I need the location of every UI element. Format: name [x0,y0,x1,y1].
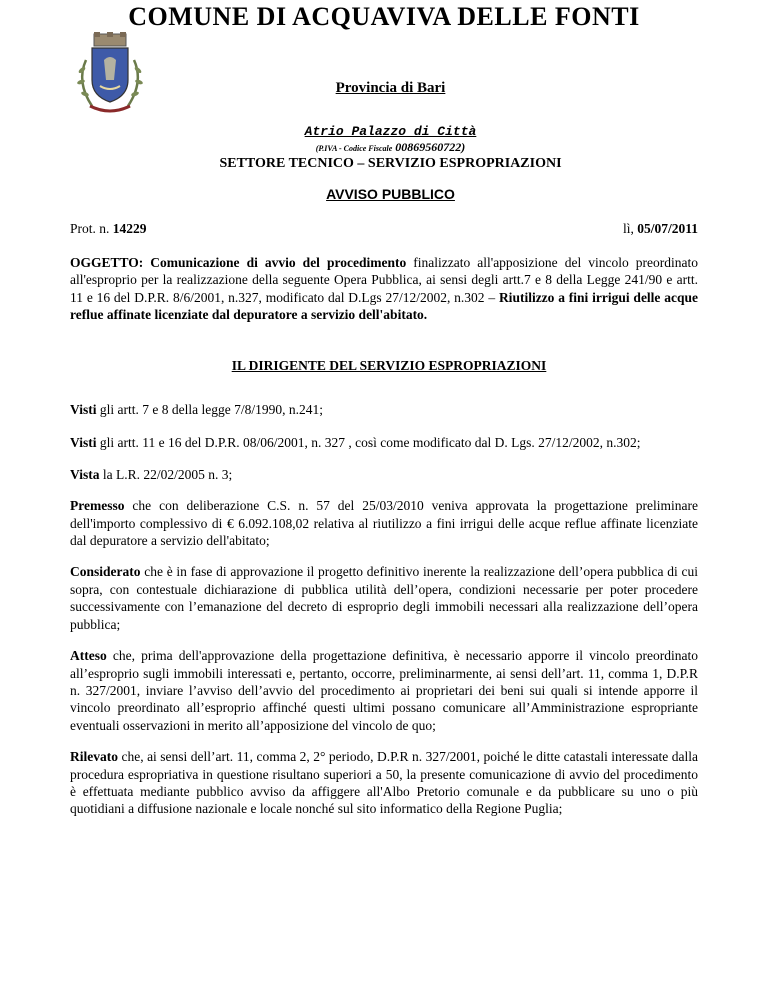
vat-number: 00869560722) [395,140,466,154]
paragraph-rilevato [70,748,698,818]
protocol-number: 14229 [112,221,147,236]
notice-title: AVVISO PUBBLICO [326,186,455,202]
municipality-title: COMUNE DI ACQUAVIVA DELLE FONTI [128,2,640,31]
date-label: lì, [622,221,634,236]
paragraph-visti-1 [70,401,698,418]
paragraph-atteso [70,647,698,734]
paragraph-visti-2 [70,434,698,451]
paragraph-lead: Vista [70,466,100,482]
paragraph-lead: Atteso [70,648,107,664]
paragraph-considerato [70,563,698,633]
office-address: Atrio Palazzo di Città [304,124,477,139]
paragraph-text: che con deliberazione C.S. n. 57 del 25/03/2010 veniva approvata la progettazione preliminare dell'importo complessivo di € 6.092.108,02 relativa al riutilizzo a fini irrigui delle acque reflue affinate licenziate dal depuratore a servizio dell'abitato; [70,498,698,549]
paragraph-lead: Rilevato [70,749,118,765]
subject-text: finalizzato all'apposizione del vincolo preordinato all'esproprio per la realizzazione della seguente Opera Pubblica, ai sensi degli artt.7 e 8 della Legge 241/90 e artt. 11 e 16 del D.P.R. 8/6/2001, n.327, modificato dal D.Lgs 27/12/2002, n.302 – [70,255,698,305]
document-body [70,254,698,818]
paragraph-text: la L.R. 22/02/2005 n. 3; [99,466,233,482]
province-heading: Provincia di Bari [335,80,446,96]
paragraph-lead: Premesso [70,498,125,514]
paragraph-text: che, ai sensi dell’art. 11, comma 2, 2° periodo, D.P.R n. 327/2001, poiché le ditte catastali interessate dalla procedura espropriativa in questione risultano superiori a 50, la presente comunicazione di avvio del procedimento è effettuata mediante pubblico avviso da affiggere all'Albo Pretorio comunale e da pubblicare su uno o più quotidiani a diffusione nazionale e locale nonché sul sito informatico della Regione Puglia; [70,749,698,817]
date-value: 05/07/2011 [637,221,698,236]
subject-project: Riutilizzo a fini irrigui delle acque reflue affinate licenziate dal depuratore a servizio dell'abitato. [70,289,698,323]
municipal-crest-icon [70,30,150,118]
protocol-label: Prot. n. [70,221,110,236]
department-heading: SETTORE TECNICO – SERVIZIO ESPROPRIAZIONI [219,156,562,171]
subject-paragraph [70,254,698,324]
paragraph-text: gli artt. 7 e 8 della legge 7/8/1990, n.241; [96,402,323,418]
paragraph-text: gli artt. 11 e 16 del D.P.R. 08/06/2001, n. 327 , così come modificato dal D. Lgs. 27/12/2002, n.302; [96,435,641,451]
vat-label: (P.IVA - Codice Fiscale [315,144,393,153]
paragraph-lead: Visti [70,435,97,451]
director-heading: IL DIRIGENTE DEL SERVIZIO ESPROPRIAZIONI [231,357,547,373]
protocol-line [70,221,698,237]
paragraph-text: che, prima dell'approvazione della progettazione definitiva, è necessario apporre il vincolo preordinato all’esproprio sugli immobili interessati e, pertanto, occorre, preliminarmente, ai sensi dell’art. 11, comma 1, D.P.R n. 327/2001, inviare l’avviso dell’avvio del procedimento ai proprietari dei beni sui quali si intende apporre il vincolo preordinato all’esproprio affinché questi ultimi possano comunicare all’Amministrazione espropriante eventuali osservazioni in merito all’apposizione del vincolo de quo; [70,648,698,733]
vat-line [0,140,768,155]
paragraph-text: che è in fase di approvazione il progetto definitivo inerente la realizzazione dell’opera pubblica di cui sopra, con contestuale dichiarazione di pubblica utilità dell’opera, condizioni necessarie per poter procedere successivamente con l’emanazione del decreto di esproprio degli immobili necessari alla realizzazione dell’opera pubblica; [70,564,698,632]
protocol-date [623,221,698,237]
paragraph-premesso [70,497,698,549]
subject-lead: OGGETTO: Comunicazione di avvio del procedimento [70,255,407,270]
paragraph-lead: Considerato [70,564,141,580]
paragraph-vista [70,466,698,483]
paragraph-lead: Visti [70,402,97,418]
